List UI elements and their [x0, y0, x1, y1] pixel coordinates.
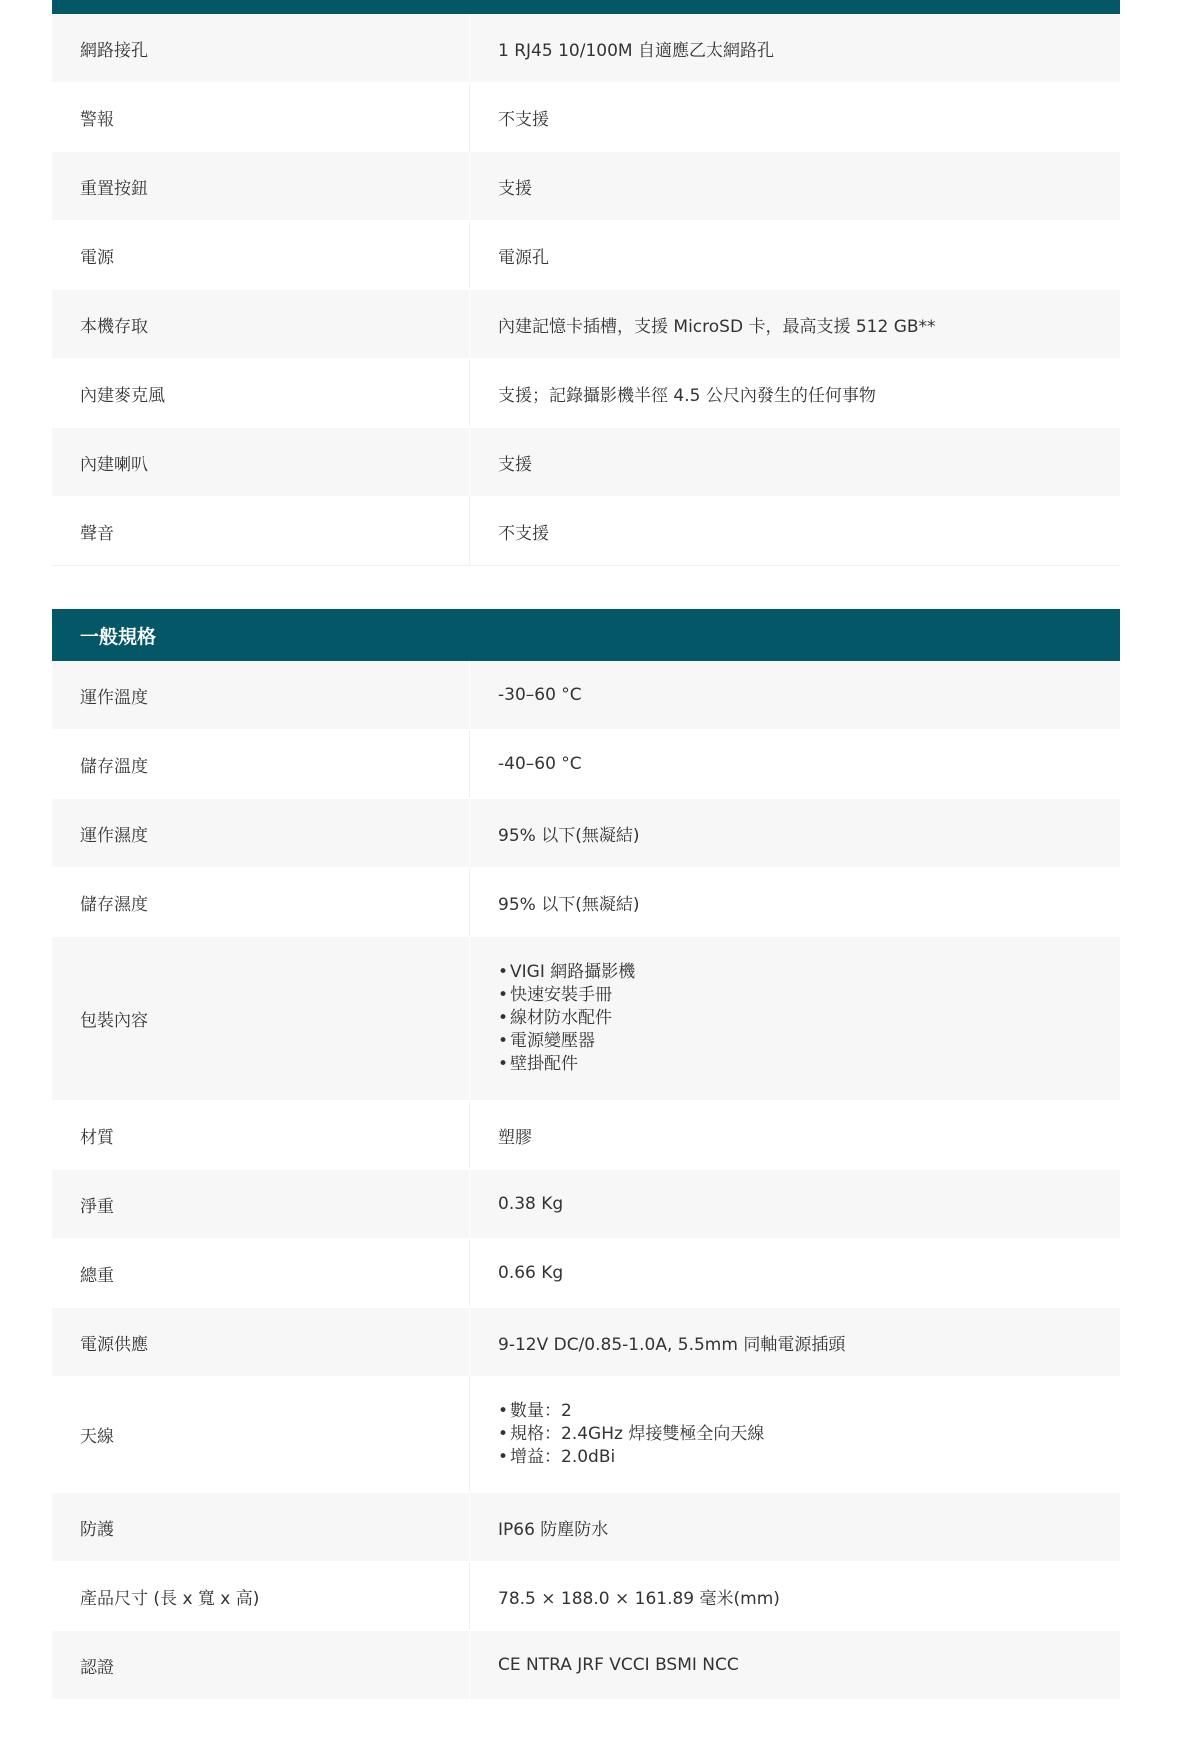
spec-label: 運作濕度 — [52, 799, 470, 867]
spec-value: 不支援 — [498, 109, 549, 130]
spec-value: 78.5 × 188.0 × 161.89 毫米(mm) — [498, 1588, 780, 1609]
spec-value: IP66 防塵防水 — [498, 1519, 609, 1540]
section-title: 一般規格 — [52, 609, 1120, 661]
list-item: • 快速安裝手冊 — [498, 985, 612, 1005]
bullet-icon: • — [498, 1424, 509, 1444]
table-row — [52, 868, 1120, 937]
table-row — [52, 661, 1120, 730]
table-row — [52, 1170, 1120, 1239]
spec-value: 支援；記錄攝影機半徑 4.5 公尺內發生的任何事物 — [498, 385, 876, 406]
spec-value: 內建記憶卡插槽，支援 MicroSD 卡，最高支援 512 GB** — [498, 316, 936, 337]
spec-value: CE NTRA JRF VCCI BSMI NCC — [498, 1655, 739, 1675]
spec-label: 認證 — [52, 1631, 470, 1699]
spec-table-connectivity — [52, 14, 1120, 566]
table-row — [52, 1308, 1120, 1377]
table-row — [52, 1631, 1120, 1700]
table-row — [52, 1562, 1120, 1631]
spec-label: 網路接孔 — [52, 14, 470, 82]
spec-value-list — [470, 1400, 1120, 1469]
spec-value: 不支援 — [498, 523, 549, 544]
spec-value: 95% 以下(無凝結) — [498, 894, 640, 915]
spec-value: 9-12V DC/0.85-1.0A, 5.5mm 同軸電源插頭 — [498, 1334, 846, 1355]
table-row — [52, 428, 1120, 497]
spec-label: 天線 — [52, 1377, 470, 1492]
spec-label: 聲音 — [52, 497, 470, 565]
table-row — [52, 152, 1120, 221]
table-row — [52, 14, 1120, 83]
spec-label: 防護 — [52, 1493, 470, 1561]
bullet-icon: • — [498, 1031, 509, 1051]
section-header-bar-top — [52, 0, 1120, 14]
spec-value: 0.38 Kg — [498, 1194, 564, 1214]
spec-value: 電源孔 — [498, 247, 549, 268]
spec-value: 0.66 Kg — [498, 1263, 564, 1283]
spec-value: 支援 — [498, 454, 532, 475]
table-row — [52, 1101, 1120, 1170]
list-item: • 規格：2.4GHz 焊接雙極全向天線 — [498, 1424, 765, 1444]
table-row — [52, 497, 1120, 566]
spec-value: 塑膠 — [498, 1127, 532, 1148]
spec-table-general — [52, 609, 1120, 1700]
spec-value: 95% 以下(無凝結) — [498, 825, 640, 846]
bullet-icon: • — [498, 962, 509, 982]
spec-label: 本機存取 — [52, 290, 470, 358]
spec-label: 運作溫度 — [52, 661, 470, 729]
spec-label: 內建喇叭 — [52, 428, 470, 496]
spec-label: 警報 — [52, 83, 470, 151]
list-item: • 壁掛配件 — [498, 1054, 578, 1074]
bullet-icon: • — [498, 985, 509, 1005]
list-item: • VIGI 網路攝影機 — [498, 962, 636, 982]
bullet-icon: • — [498, 1447, 509, 1467]
table-row — [52, 799, 1120, 868]
table-row — [52, 1493, 1120, 1562]
spec-label: 材質 — [52, 1101, 470, 1169]
package-contents-list — [498, 961, 1120, 1076]
spec-label: 總重 — [52, 1239, 470, 1307]
spec-label: 儲存濕度 — [52, 868, 470, 936]
spec-value: -30–60 °C — [498, 685, 582, 705]
list-item: • 增益：2.0dBi — [498, 1447, 616, 1467]
bullet-icon: • — [498, 1401, 509, 1421]
spec-label: 內建麥克風 — [52, 359, 470, 427]
list-item: • 數量：2 — [498, 1401, 572, 1421]
spec-label: 電源供應 — [52, 1308, 470, 1376]
spec-label: 產品尺寸 (長 x 寬 x 高) — [52, 1562, 470, 1630]
spec-label: 重置按鈕 — [52, 152, 470, 220]
spec-value: -40–60 °C — [498, 754, 582, 774]
bullet-icon: • — [498, 1008, 509, 1028]
bullet-icon: • — [498, 1054, 509, 1074]
list-item: • 線材防水配件 — [498, 1008, 612, 1028]
spec-label: 電源 — [52, 221, 470, 289]
spec-value: 支援 — [498, 178, 532, 199]
antenna-spec-list — [498, 1400, 1120, 1469]
table-row — [52, 937, 1120, 1101]
table-row — [52, 290, 1120, 359]
table-row — [52, 83, 1120, 152]
spec-label: 淨重 — [52, 1170, 470, 1238]
table-row — [52, 1239, 1120, 1308]
table-row — [52, 730, 1120, 799]
table-row — [52, 221, 1120, 290]
spec-label: 包裝內容 — [52, 937, 470, 1100]
spec-value: 1 RJ45 10/100M 自適應乙太網路孔 — [498, 40, 774, 61]
table-row — [52, 359, 1120, 428]
spec-label: 儲存溫度 — [52, 730, 470, 798]
spec-value-list — [470, 961, 1120, 1076]
table-row — [52, 1377, 1120, 1493]
list-item: • 電源變壓器 — [498, 1031, 595, 1051]
